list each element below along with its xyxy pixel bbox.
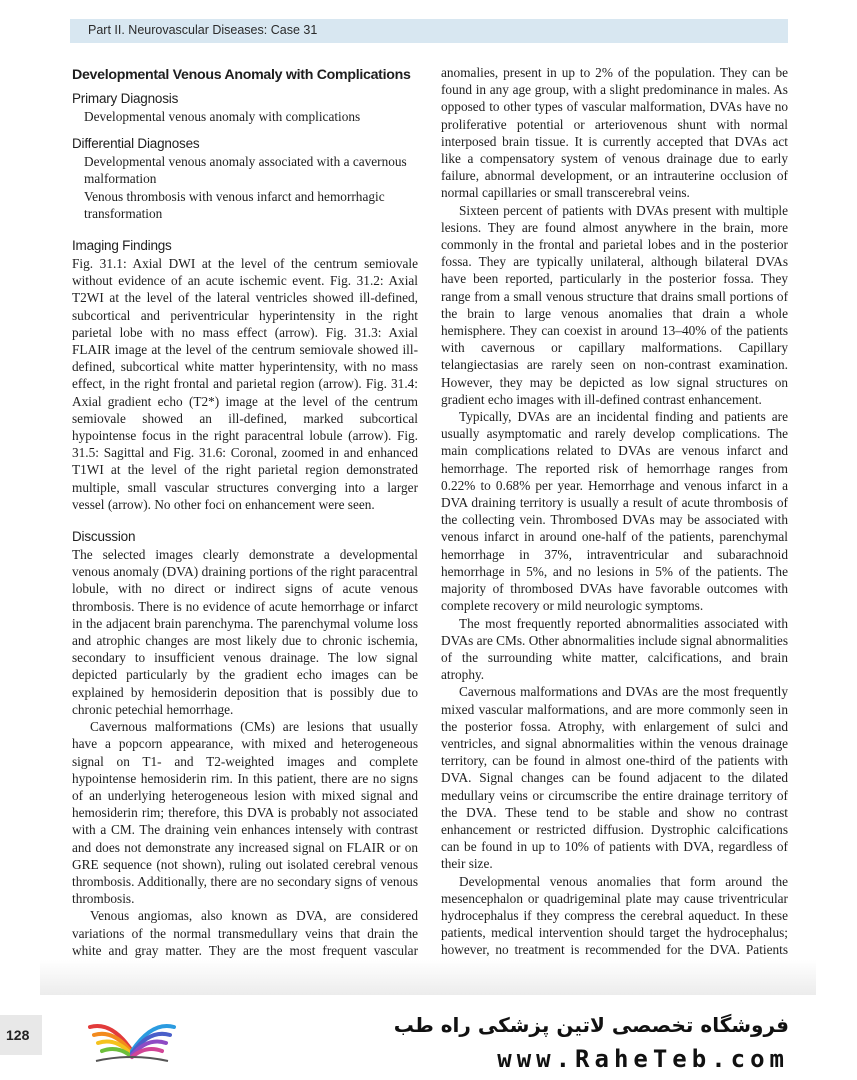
primary-diagnosis-text: Developmental venous anomaly with complications	[84, 109, 361, 124]
differential-item-1: Developmental venous anomaly associated with a cavernous malformation	[84, 154, 407, 187]
discussion-paragraph-6: Typically, DVAs are an incidental finding and patients are usually asymptomatic and rarely develop complications. The main complications related to DVAs are venous infarct and hemorrhage. The reported risk of hemorrhage ranges from 0.22% to 0.68% per year. Hemorrhage and venous infarct in a DVA draining territory is usually a result of acute thrombosis of the collecting vein. Thrombosed DVAs may be associated with venous infarct in around one-half of the patients, parenchymal hemorrhage in 37%, intraventricular and subarachnoid hemorrhage in 5%, and no lesions in 5% of the patients. The majority of thrombosed DVAs have favorable outcomes with complete recovery or mild neurologic symptoms.	[441, 409, 788, 614]
imaging-findings-heading: Imaging Findings	[72, 238, 172, 254]
discussion-paragraph-9: Developmental venous anomalies that form around the mesencephalon or quadrigeminal plate may cause triventricular hydrocephalus if they compress the cerebral aqueduct. In these patients, medical intervention should target the hydrocephalus; however, no treatment is recommended for the DVA. Patients	[441, 873, 788, 958]
discussion-paragraph-5: Sixteen percent of patients with DVAs present with multiple lesions. They are found almost anywhere in the brain, more commonly in the frontal and parietal lobes and in the posterior fossa. They are typically unilateral, although bilateral DVAs have been reported, particularly in the posterior fossa. They range from a small venous structure that drains small portions of the brain to large venous anomalies that drain a whole hemisphere. They can coexist in around 13–40% of the patients with cavernous or capillary malformations. Capillary telangiectasias are rarely seen on non-contrast examination. However, they may be depicted as low signal structures on gradient echo images with ill-defined contrast enhancement.	[441, 202, 788, 407]
open-book-logo	[82, 1003, 182, 1073]
running-head: Part II. Neurovascular Diseases: Case 31	[88, 23, 318, 37]
discussion-heading: Discussion	[72, 529, 136, 545]
shop-name: فروشگاه تخصصی لاتین پزشکی راه طب	[393, 1013, 789, 1037]
case-title: Developmental Venous Anomaly with Complications	[72, 67, 411, 83]
imaging-findings-text: Fig. 31.1: Axial DWI at the level of the centrum semiovale without evidence of an acute ischemic event. Fig. 31.2: Axial T2WI at the level of the lateral ventricles showed ill-defined, subcortical and periventricular hyperintensity in the right parietal lobe with no mass effect (arrow). Fig. 31.3: Axial FLAIR image at the level of the centrum semiovale showed ill-defined, subcortical white matter hyperintensity, with no mass effect, in the right frontal and parietal region (arrow). Fig. 31.4: Axial gradient echo (T2*) image at the level of the centrum semiovale showed an ill-defined, marked subcortical hypointense focus in the right paracentral lobule (arrow). Fig. 31.5: Sagittal and Fig. 31.6: Coronal, zoomed in and enhanced T1WI at the level of the right parietal region demonstrated multiple, small vascular structures converging into a larger vessel (arrow). No other foci on enhancement were seen.	[72, 256, 418, 512]
differential-heading: Differential Diagnoses	[72, 136, 200, 152]
primary-diagnosis-heading: Primary Diagnosis	[72, 91, 179, 106]
discussion-paragraph-7: The most frequently reported abnormalities associated with DVAs are CMs. Other abnormalities include signal abnormalities of the surrounding white matter, calcifications, and brain atrophy.	[441, 615, 788, 683]
discussion-paragraph-8: Cavernous malformations and DVAs are the most frequently mixed vascular malformations, and are more commonly seen in the posterior fossa. Atrophy, with enlargement of sulci and ventricles, and signal abnormalities within the venous drainage territory, can be found in almost one-third of the patients with DVA. Signal changes can be found adjacent to the dilated medullary veins or circumscribe the entire drainage territory of the DVA. These tend to be stable and show no contrast enhancement or restricted diffusion. Dystrophic calcifications can be found in up to 10% of patients with DVA, regardless of their size.	[441, 684, 788, 872]
running-head-bar	[70, 19, 788, 43]
page-number: 128	[6, 1027, 30, 1043]
page-number-box	[0, 1015, 42, 1055]
page-bottom-shadow	[40, 960, 816, 995]
right-column	[441, 64, 788, 976]
discussion-paragraph-1: The selected images clearly demonstrate a developmental venous anomaly (DVA) draining portions of the right paracentral lobule, with no direct or indirect signs of acute venous thrombosis. There is no evidence of acute hemorrhage or infarct in the adjacent brain parenchyma. The parenchymal volume loss and atrophic changes are most likely due to chronic ischemia, secondary to insufficient venous drainage. The low signal depicted particularly by the gradient echo images can be explained by hemosiderin deposition that is possibly due to chronic petechial hemorrhage.	[72, 547, 418, 717]
differential-item-2: Venous thrombosis with venous infarct and hemorrhagic transformation	[84, 188, 385, 221]
discussion-paragraph-4: anomalies, present in up to 2% of the population. They can be found in any age group, with a slight predominance in males. As opposed to other types of vascular malformation, DVAs have no proliferative potential or arteriovenous shunt with normal interposed brain tissue. It is currently accepted that DVAs act like a compensatory system of venous drainage due to early failure, abnormal development, or an intrauterine occlusion of normal capillaries or small transcerebral veins.	[441, 65, 788, 201]
shop-url: www.RaheTeb.com	[497, 1045, 789, 1073]
discussion-paragraph-2: Cavernous malformations (CMs) are lesions that usually have a popcorn appearance, with mixed and heterogeneous signal on T1- and T2-weighted images and complete hypointense hemosiderin rim. In this patient, there are no signs of an underlying heterogeneous lesion with mixed signal and hemosiderin rim; therefore, this DVA is probably not associated with a CM. The draining vein enhances intensely with contrast and does not demonstrate any increased signal on FLAIR or on GRE sequence (not shown), ruling out isolated cerebral venous thrombosis. Additionally, there are no secondary signs of venous thrombosis.	[72, 719, 418, 907]
discussion-paragraph-3: Venous angiomas, also known as DVA, are considered variations of the normal transmedullary veins that drain the white and gray matter. They are the most frequent vascular	[72, 908, 418, 958]
left-column	[72, 64, 418, 976]
